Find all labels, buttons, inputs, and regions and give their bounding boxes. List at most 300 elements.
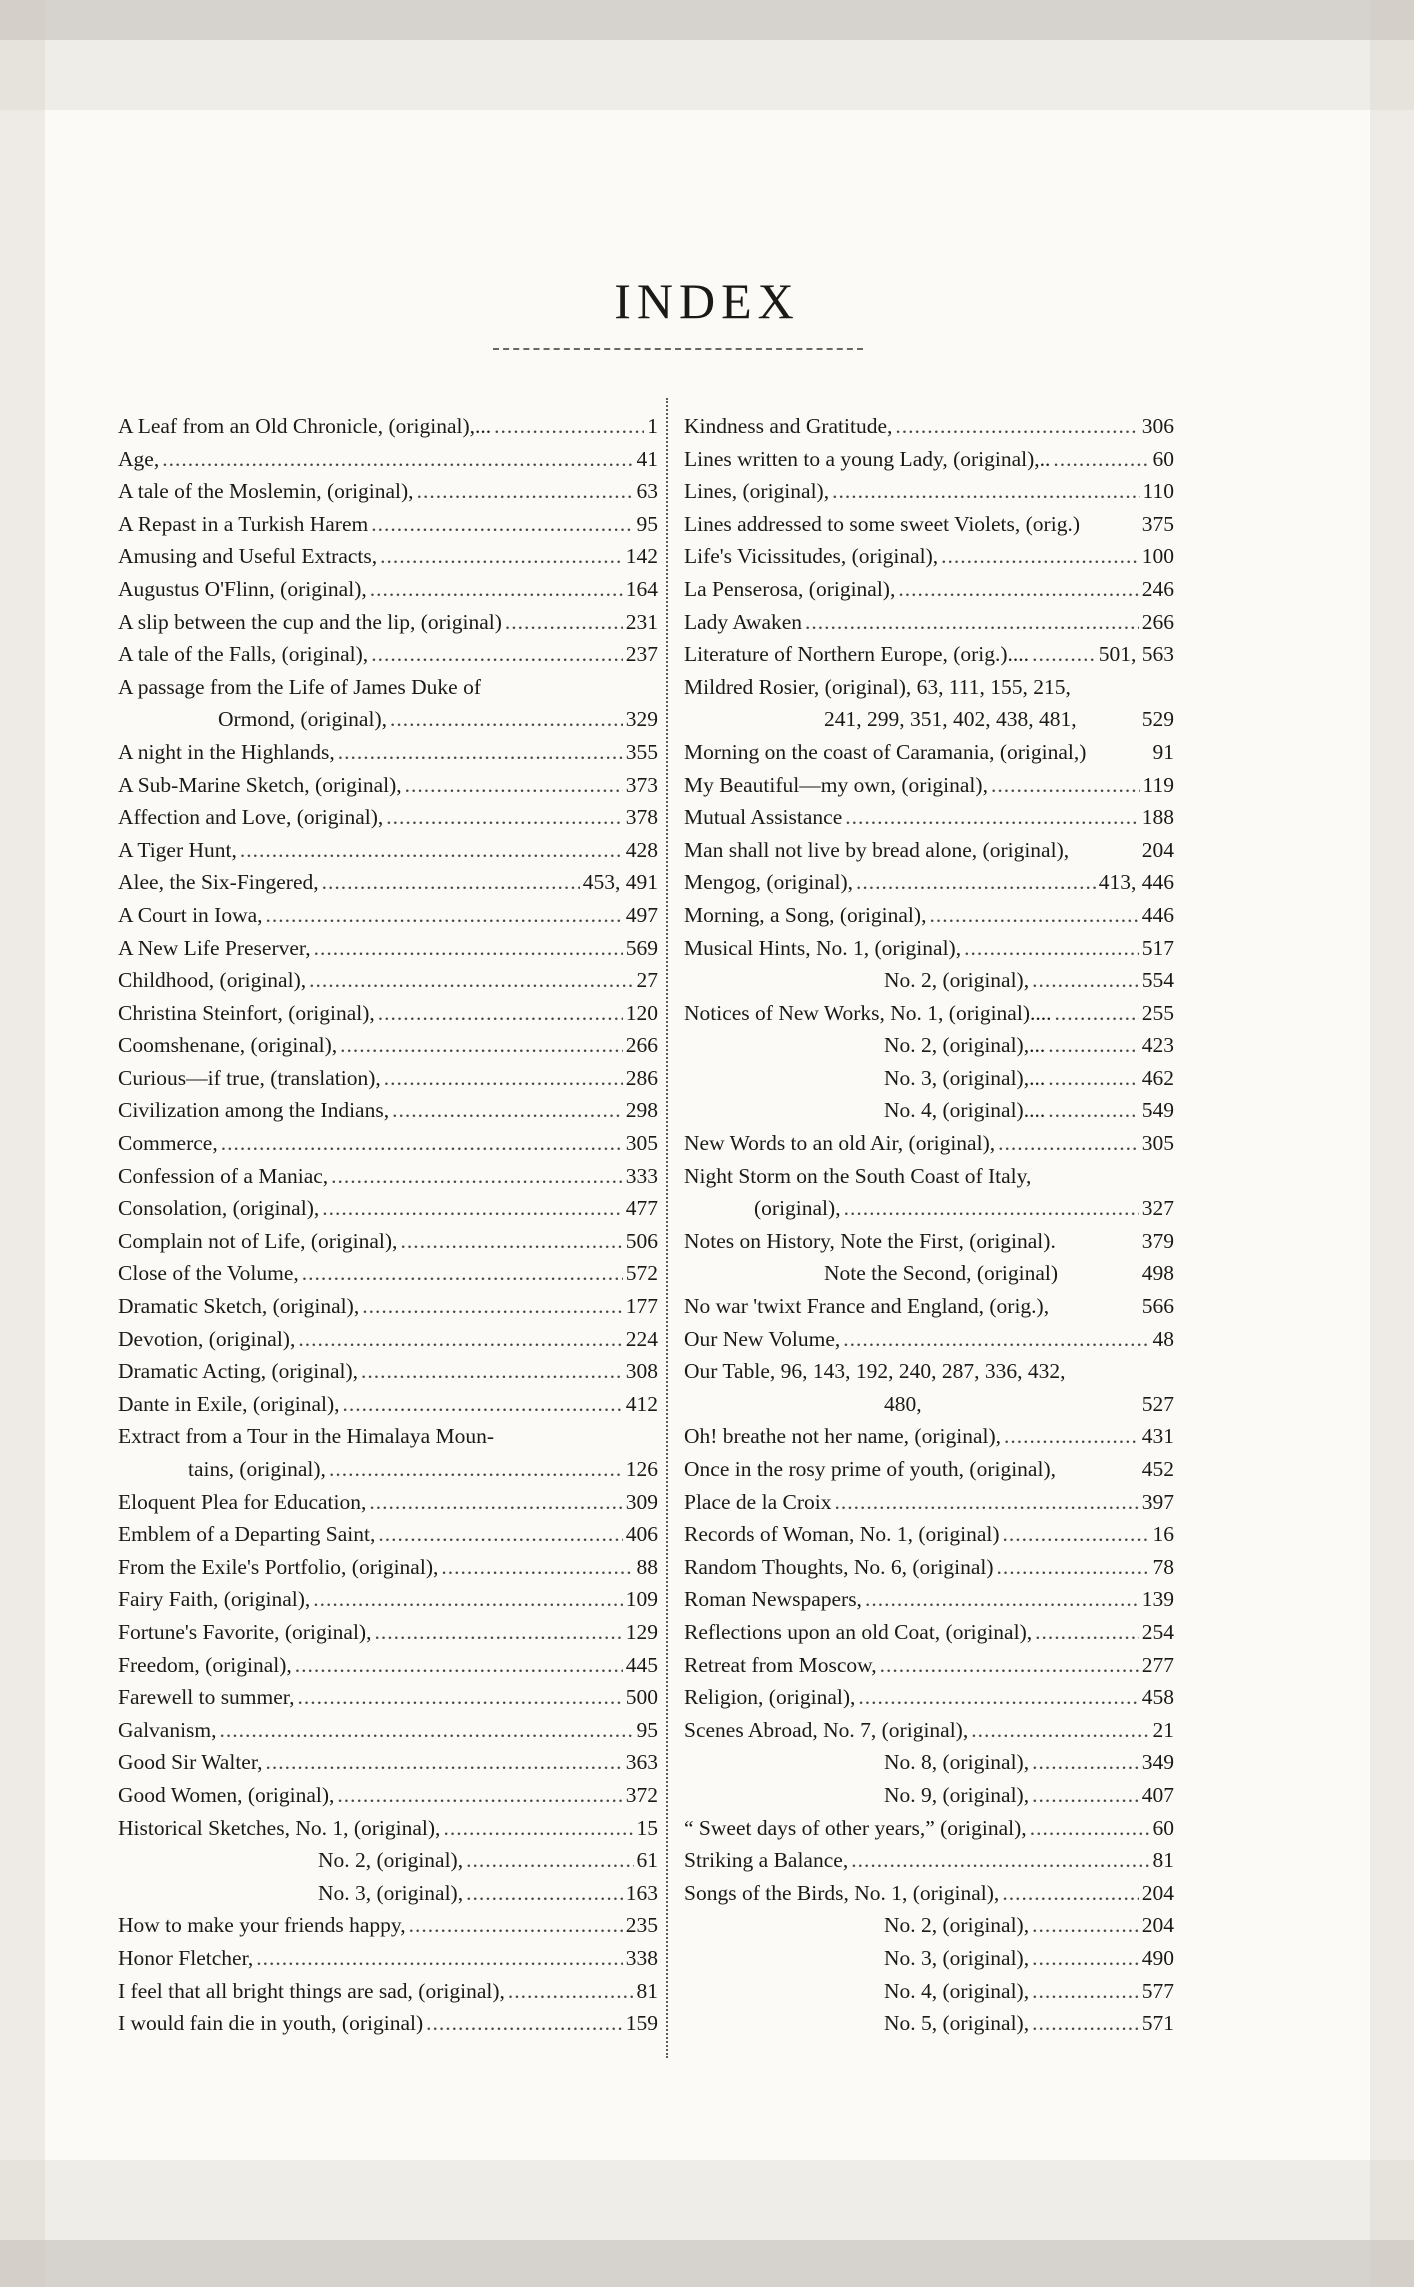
entry-page: 81	[1152, 1848, 1174, 1873]
entry-title: Dramatic Acting, (original),	[118, 1359, 359, 1384]
entry-title: No. 4, (original)....	[884, 1098, 1046, 1123]
index-entry	[118, 1290, 658, 1323]
entry-page: 126	[625, 1457, 658, 1481]
entry-page: 61	[636, 1848, 658, 1873]
entry-page: 159	[625, 2011, 658, 2036]
index-entry	[684, 1192, 1174, 1225]
leader-dots	[378, 997, 623, 1030]
entry-title: Galvanism,	[118, 1717, 217, 1742]
entry-title: Dante in Exile, (original),	[118, 1391, 340, 1416]
entry-title: Good Sir Walter,	[118, 1750, 263, 1775]
index-entry	[684, 1388, 1174, 1421]
index-entry	[684, 1029, 1174, 1062]
entry-title: A Sub-Marine Sketch, (original),	[118, 772, 402, 797]
leader-dots	[1054, 997, 1138, 1030]
index-entry	[118, 671, 658, 704]
entry-page: 100	[1141, 544, 1174, 569]
entry-title: No. 5, (original),	[884, 2011, 1030, 2036]
leader-dots	[844, 1192, 1139, 1225]
entry-title: Honor Fletcher,	[118, 1945, 254, 1970]
leader-dots	[378, 1518, 622, 1551]
entry-page: 549	[1141, 1098, 1174, 1123]
entry-title: Confession of a Maniac,	[118, 1163, 329, 1188]
index-entry	[684, 1518, 1174, 1551]
entry-title: Roman Newspapers,	[684, 1587, 862, 1612]
index-entry	[118, 1942, 658, 1975]
entry-title: Lines written to a young Lady, (original),..	[684, 446, 1051, 471]
entry-page: 577	[1141, 1978, 1174, 2003]
leader-dots	[1032, 1942, 1139, 1975]
entry-page: 129	[625, 1619, 658, 1644]
entry-title: Notices of New Works, No. 1, (original)....	[684, 1000, 1052, 1025]
leader-dots	[1032, 2007, 1139, 2040]
entry-title: Eloquent Plea for Education,	[118, 1489, 367, 1514]
entry-page: 397	[1141, 1489, 1174, 1514]
index-entry	[684, 703, 1174, 736]
index-entry	[118, 834, 658, 867]
index-entry	[118, 1062, 658, 1095]
entry-page: 333	[625, 1163, 658, 1188]
index-entry	[118, 932, 658, 965]
leader-dots	[1003, 1518, 1150, 1551]
leader-dots	[322, 1192, 623, 1225]
index-entry	[684, 1942, 1174, 1975]
entry-page: 224	[625, 1326, 658, 1351]
leader-dots	[386, 801, 622, 834]
entry-title: No. 8, (original),	[884, 1750, 1030, 1775]
entry-title: No. 3, (original),	[884, 1945, 1030, 1970]
entry-page: 308	[625, 1359, 658, 1384]
entry-page: 477	[625, 1196, 658, 1221]
index-entry	[684, 443, 1174, 476]
entry-title: Devotion, (original),	[118, 1326, 296, 1351]
entry-title: A slip between the cup and the lip, (original)	[118, 609, 502, 634]
entry-page: 413, 446	[1098, 870, 1174, 895]
entry-page: 277	[1141, 1652, 1174, 1677]
leader-dots	[941, 540, 1139, 573]
index-entry	[684, 410, 1174, 443]
entry-page: 305	[625, 1131, 658, 1156]
index-entry	[684, 508, 1174, 541]
entry-title: No. 2, (original),	[884, 968, 1030, 993]
leader-dots	[371, 508, 633, 541]
leader-dots	[1032, 1779, 1139, 1812]
index-entry	[684, 1812, 1174, 1845]
entry-page: 372	[625, 1782, 658, 1807]
entry-title: Farewell to summer,	[118, 1685, 295, 1710]
entry-title: Religion, (original),	[684, 1685, 856, 1710]
entry-page: 378	[625, 805, 658, 830]
index-entry	[118, 1551, 658, 1584]
entry-title: A night in the Highlands,	[118, 739, 335, 764]
entry-title: Extract from a Tour in the Himalaya Moun-	[118, 1424, 495, 1449]
index-entry	[118, 1616, 658, 1649]
entry-page: 235	[625, 1913, 658, 1938]
leader-dots	[997, 1551, 1150, 1584]
leader-dots	[1032, 964, 1139, 997]
entry-page: 529	[1141, 707, 1174, 732]
entry-title: No. 9, (original),	[884, 1782, 1030, 1807]
index-entry	[684, 638, 1174, 671]
index-entry	[684, 1257, 1174, 1290]
entry-page: 462	[1141, 1065, 1174, 1090]
entry-page: 60	[1152, 1815, 1174, 1840]
leader-dots	[297, 1681, 622, 1714]
leader-dots	[240, 834, 623, 867]
leader-dots	[313, 1583, 622, 1616]
leader-dots	[343, 1388, 623, 1421]
entry-page: 48	[1152, 1326, 1174, 1351]
leader-dots	[929, 899, 1138, 932]
index-entry	[684, 1746, 1174, 1779]
entry-page: 1	[647, 414, 658, 438]
index-entry	[684, 1486, 1174, 1519]
index-entry	[684, 899, 1174, 932]
entry-title: tains, (original),	[188, 1457, 326, 1481]
entry-page: 266	[1141, 609, 1174, 634]
entry-title: Morning on the coast of Caramania, (original,)	[684, 739, 1087, 764]
leader-dots	[851, 1844, 1149, 1877]
entry-page: 446	[1141, 902, 1174, 927]
entry-page: 63	[636, 479, 658, 504]
entry-page: 164	[625, 576, 658, 601]
entry-title: Scenes Abroad, No. 7, (original),	[684, 1717, 969, 1742]
leader-dots	[1032, 638, 1096, 671]
entry-page: 142	[625, 544, 658, 569]
leader-dots	[309, 964, 633, 997]
leader-dots	[805, 606, 1139, 639]
leader-dots	[508, 1975, 634, 2008]
leader-dots	[322, 866, 580, 899]
leader-dots	[331, 1160, 623, 1193]
entry-page: 286	[625, 1065, 658, 1090]
entry-page: 81	[636, 1978, 658, 2003]
leader-dots	[1032, 1746, 1139, 1779]
leader-dots	[832, 475, 1139, 508]
index-entry	[684, 1649, 1174, 1682]
leader-dots	[466, 1844, 633, 1877]
entry-page: 327	[1141, 1196, 1174, 1221]
entry-title: Historical Sketches, No. 1, (original),	[118, 1815, 441, 1840]
entry-title: Lines addressed to some sweet Violets, (orig.)	[684, 511, 1080, 536]
index-entry	[118, 1844, 658, 1877]
entry-title: Civilization among the Indians,	[118, 1098, 390, 1123]
index-entry	[118, 1518, 658, 1551]
index-entry	[684, 540, 1174, 573]
index-entry	[118, 638, 658, 671]
index-entry	[684, 1453, 1174, 1486]
index-entry	[684, 2007, 1174, 2040]
entry-title: Reflections upon an old Coat, (original),	[684, 1619, 1033, 1644]
leader-dots	[843, 1323, 1149, 1356]
entry-title: Random Thoughts, No. 6, (original)	[684, 1554, 994, 1579]
leader-dots	[834, 1486, 1138, 1519]
leader-dots	[1004, 1420, 1139, 1453]
entry-title: Morning, a Song, (original),	[684, 902, 927, 927]
index-entry	[118, 1486, 658, 1519]
leader-dots	[858, 1681, 1138, 1714]
leader-dots	[298, 1323, 622, 1356]
leader-dots	[256, 1942, 622, 1975]
index-entry	[118, 1160, 658, 1193]
entry-title: Man shall not live by bread alone, (original),	[684, 837, 1070, 862]
entry-page: 177	[625, 1294, 658, 1319]
leader-dots	[964, 932, 1139, 965]
entry-page: 453, 491	[582, 870, 658, 895]
entry-title: Ormond, (original),	[218, 707, 387, 732]
entry-title: No. 3, (original),	[318, 1880, 464, 1905]
leader-dots	[337, 1779, 622, 1812]
entry-page: 88	[636, 1554, 658, 1579]
leader-dots	[1035, 1616, 1139, 1649]
entry-page: 60	[1152, 446, 1174, 471]
index-entry	[684, 475, 1174, 508]
index-entry	[118, 1029, 658, 1062]
entry-page: 566	[1141, 1294, 1174, 1319]
title-rule	[493, 348, 863, 350]
index-left-column	[118, 410, 658, 2040]
index-entry	[684, 1779, 1174, 1812]
leader-dots	[362, 1290, 623, 1323]
entry-page: 554	[1141, 968, 1174, 993]
entry-page: 431	[1141, 1424, 1174, 1449]
entry-title: Childhood, (original),	[118, 968, 307, 993]
index-entry	[684, 1551, 1174, 1584]
entry-page: 329	[625, 707, 658, 732]
entry-page: 95	[636, 1717, 658, 1742]
entry-title: Musical Hints, No. 1, (original),	[684, 935, 962, 960]
entry-page: 120	[625, 1000, 658, 1025]
index-entry	[118, 997, 658, 1030]
leader-dots	[162, 443, 633, 476]
entry-title: Lines, (original),	[684, 479, 830, 504]
entry-page: 266	[625, 1033, 658, 1058]
index-entry	[118, 964, 658, 997]
index-entry	[118, 2007, 658, 2040]
entry-page: 78	[1152, 1554, 1174, 1579]
entry-page: 458	[1141, 1685, 1174, 1710]
index-entry	[118, 1649, 658, 1682]
index-entry	[118, 410, 658, 443]
leader-dots	[998, 1127, 1139, 1160]
entry-page: 305	[1141, 1131, 1174, 1156]
entry-title: Literature of Northern Europe, (orig.)....	[684, 642, 1030, 667]
leader-dots	[338, 736, 623, 769]
entry-page: 309	[625, 1489, 658, 1514]
leader-dots	[369, 1486, 622, 1519]
entry-title: No. 2, (original),	[318, 1848, 464, 1873]
index-entry	[684, 736, 1174, 769]
index-entry	[684, 1616, 1174, 1649]
entry-title: Note the Second, (original)	[824, 1261, 1059, 1286]
entry-page: 569	[625, 935, 658, 960]
index-entry	[118, 573, 658, 606]
entry-title: A passage from the Life of James Duke of	[118, 674, 482, 699]
entry-title: Mildred Rosier, (original), 63, 111, 155, 215,	[684, 674, 1071, 699]
entry-title: Our Table, 96, 143, 192, 240, 287, 336, 432,	[684, 1359, 1066, 1384]
index-entry	[684, 573, 1174, 606]
entry-page: 204	[1141, 1880, 1174, 1905]
leader-dots	[409, 1909, 623, 1942]
entry-page: 363	[625, 1750, 658, 1775]
index-entry	[684, 1583, 1174, 1616]
entry-page: 406	[625, 1522, 658, 1547]
leader-dots	[1053, 443, 1149, 476]
entry-page: 498	[1141, 1261, 1174, 1286]
entry-title: Retreat from Moscow,	[684, 1652, 877, 1677]
entry-page: 41	[636, 446, 658, 471]
entry-title: How to make your friends happy,	[118, 1913, 406, 1938]
entry-page: 572	[625, 1261, 658, 1286]
leader-dots	[1002, 1877, 1138, 1910]
index-entry	[118, 1746, 658, 1779]
index-entry	[684, 606, 1174, 639]
leader-dots	[865, 1583, 1139, 1616]
index-entry	[684, 1160, 1174, 1193]
entry-page: 373	[625, 772, 658, 797]
index-entry	[118, 1812, 658, 1845]
index-entry	[118, 1779, 658, 1812]
entry-title: No. 2, (original),...	[884, 1033, 1046, 1058]
entry-page: 379	[1141, 1228, 1174, 1253]
leader-dots	[400, 1225, 622, 1258]
index-entry	[684, 1975, 1174, 2008]
entry-page: 27	[636, 968, 658, 993]
entry-title: Augustus O'Flinn, (original),	[118, 576, 367, 601]
index-entry	[118, 508, 658, 541]
index-entry	[118, 1127, 658, 1160]
index-entry	[118, 1388, 658, 1421]
entry-title: I feel that all bright things are sad, (original),	[118, 1978, 505, 2003]
entry-title: Complain not of Life, (original),	[118, 1228, 398, 1253]
index-entry	[118, 443, 658, 476]
entry-page: 246	[1141, 576, 1174, 601]
leader-dots	[880, 1649, 1139, 1682]
entry-title: A tale of the Falls, (original),	[118, 642, 369, 667]
index-entry	[118, 736, 658, 769]
entry-page: 527	[1141, 1391, 1174, 1416]
entry-title: Mengog, (original),	[684, 870, 853, 895]
entry-page: 109	[625, 1587, 658, 1612]
entry-title: Commerce,	[118, 1131, 218, 1156]
entry-title: Fairy Faith, (original),	[118, 1587, 311, 1612]
leader-dots	[314, 932, 623, 965]
leader-dots	[898, 573, 1138, 606]
entry-title: A tale of the Moslemin, (original),	[118, 479, 414, 504]
entry-title: Good Women, (original),	[118, 1782, 335, 1807]
index-entry	[684, 1844, 1174, 1877]
index-entry	[118, 475, 658, 508]
entry-title: A Court in Iowa,	[118, 902, 263, 927]
leader-dots	[266, 899, 623, 932]
entry-title: No war 'twixt France and England, (orig.),	[684, 1294, 1050, 1319]
entry-page: 254	[1141, 1619, 1174, 1644]
leader-dots	[441, 1551, 633, 1584]
index-entry	[118, 1094, 658, 1127]
leader-dots	[1032, 1909, 1139, 1942]
entry-title: 241, 299, 351, 402, 438, 481,	[824, 707, 1077, 732]
index-entry	[118, 1583, 658, 1616]
entry-page: 119	[1142, 772, 1174, 797]
index-entry	[118, 1420, 658, 1453]
index-entry	[118, 1192, 658, 1225]
entry-title: A Leaf from an Old Chronicle, (original),...	[118, 414, 492, 438]
leader-dots	[845, 801, 1139, 834]
index-entry	[684, 964, 1174, 997]
index-entry	[684, 866, 1174, 899]
entry-title: 480,	[884, 1391, 922, 1416]
entry-title: Life's Vicissitudes, (original),	[684, 544, 939, 569]
leader-dots	[221, 1127, 623, 1160]
index-entry	[118, 540, 658, 573]
leader-dots	[1030, 1812, 1150, 1845]
entry-title: La Penserosa, (original),	[684, 576, 896, 601]
entry-title: Striking a Balance,	[684, 1848, 849, 1873]
index-entry	[684, 997, 1174, 1030]
entry-page: 571	[1141, 2011, 1174, 2036]
entry-page: 500	[625, 1685, 658, 1710]
entry-title: (original),	[754, 1196, 841, 1221]
index-entry	[684, 1225, 1174, 1258]
entry-title: Records of Woman, No. 1, (original)	[684, 1522, 1000, 1547]
index-entry	[684, 1714, 1174, 1747]
index-entry	[118, 1225, 658, 1258]
leader-dots	[220, 1714, 634, 1747]
entry-title: Alee, the Six-Fingered,	[118, 870, 319, 895]
entry-page: 21	[1152, 1717, 1174, 1742]
entry-page: 91	[1152, 739, 1174, 764]
entry-page: 445	[625, 1652, 658, 1677]
index-entry	[684, 1127, 1174, 1160]
index-entry	[684, 1681, 1174, 1714]
entry-title: Once in the rosy prime of youth, (original),	[684, 1457, 1056, 1481]
leader-dots	[417, 475, 634, 508]
entry-page: 338	[625, 1945, 658, 1970]
entry-page: 95	[636, 511, 658, 536]
index-entry	[684, 932, 1174, 965]
entry-page: 407	[1141, 1782, 1174, 1807]
index-entry	[684, 1877, 1174, 1910]
index-entry	[118, 866, 658, 899]
leader-dots	[1048, 1062, 1139, 1095]
entry-title: Dramatic Sketch, (original),	[118, 1294, 360, 1319]
index-entry	[118, 1355, 658, 1388]
entry-title: From the Exile's Portfolio, (original),	[118, 1554, 439, 1579]
entry-title: My Beautiful—my own, (original),	[684, 772, 988, 797]
entry-title: No. 4, (original),	[884, 1978, 1030, 2003]
entry-title: Oh! breathe not her name, (original),	[684, 1424, 1001, 1449]
leader-dots	[380, 540, 623, 573]
leader-dots	[494, 410, 644, 443]
leader-dots	[505, 606, 623, 639]
index-entry	[118, 769, 658, 802]
entry-page: 163	[625, 1880, 658, 1905]
entry-page: 490	[1141, 1945, 1174, 1970]
entry-title: Lady Awaken	[684, 609, 803, 634]
entry-page: 237	[625, 642, 658, 667]
entry-page: 204	[1141, 837, 1174, 862]
entry-title: Age,	[118, 446, 160, 471]
entry-page: 517	[1141, 935, 1174, 960]
entry-page: 139	[1141, 1587, 1174, 1612]
leader-dots	[971, 1714, 1149, 1747]
page-title: INDEX	[614, 272, 800, 329]
entry-title: Curious—if true, (translation),	[118, 1065, 381, 1090]
leader-dots	[302, 1257, 623, 1290]
entry-title: No. 2, (original),	[884, 1913, 1030, 1938]
entry-title: Night Storm on the South Coast of Italy,	[684, 1163, 1032, 1188]
index-entry	[684, 801, 1174, 834]
